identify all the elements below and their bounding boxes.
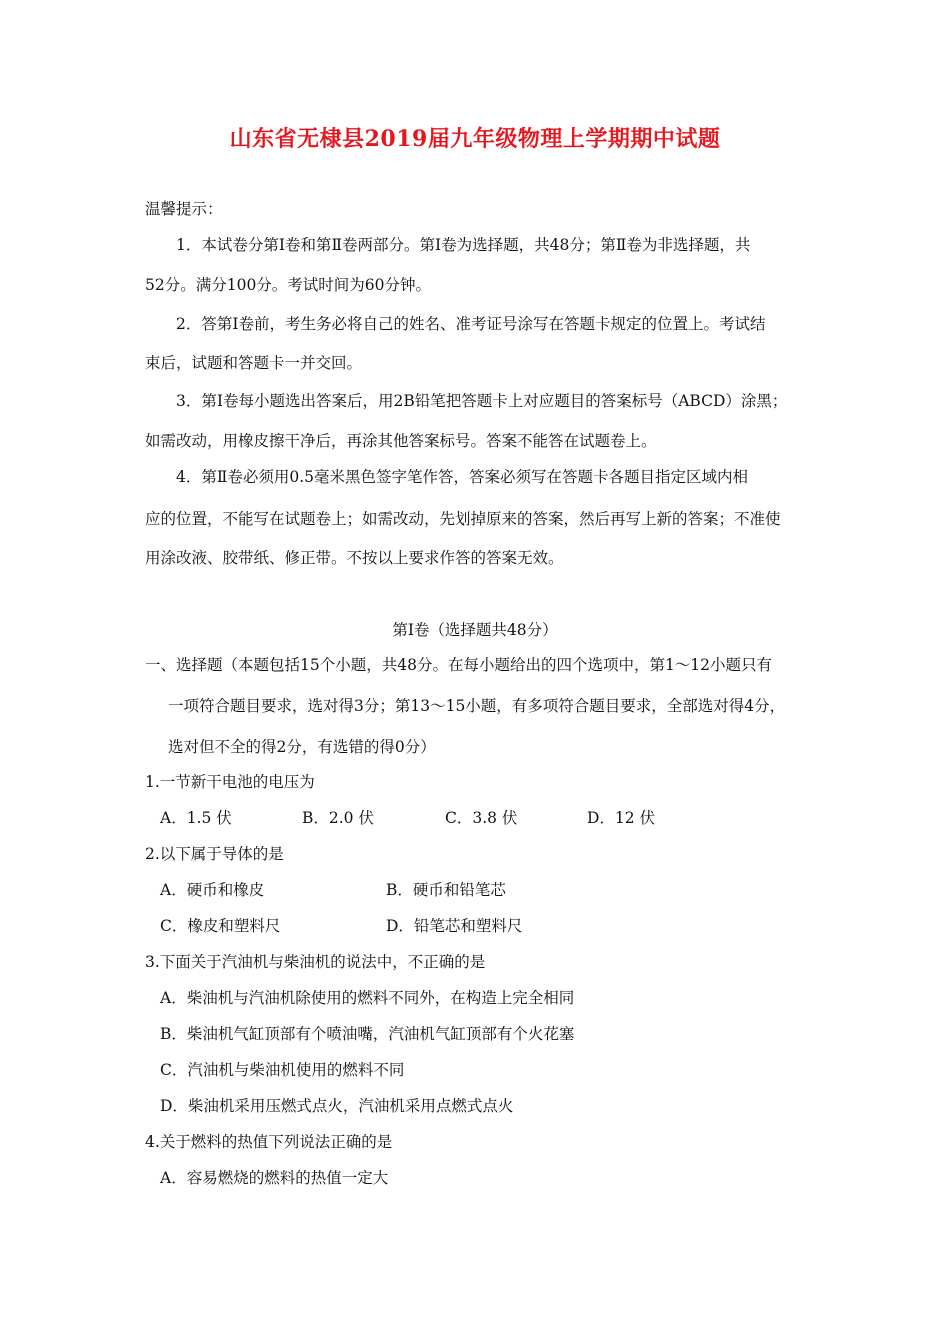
tip-line: 2．答第Ⅰ卷前，考生务必将自己的姓名、准考证号涂写在答题卡规定的位置上。考试结 <box>176 315 766 333</box>
option-c: C．橡皮和塑料尺 <box>160 917 281 935</box>
tip-line: 1．本试卷分第Ⅰ卷和第Ⅱ卷两部分。第Ⅰ卷为选择题，共48分；第Ⅱ卷为非选择题，共 <box>176 236 751 254</box>
question-stem: 4.关于燃料的热值下列说法正确的是 <box>145 1133 393 1151</box>
option-a: A．硬币和橡皮 <box>160 881 265 899</box>
part-instruction: 选对但不全的得2分，有选错的得0分） <box>168 738 436 756</box>
option-a: A．容易燃烧的燃料的热值一定大 <box>160 1169 389 1187</box>
option-b: B．柴油机气缸顶部有个喷油嘴，汽油机气缸顶部有个火花塞 <box>160 1025 575 1043</box>
option-a: A．1.5 伏 <box>160 809 232 827</box>
option-d: D．12 伏 <box>587 809 656 827</box>
tip-line: 束后，试题和答题卡一并交回。 <box>145 354 363 372</box>
part-instruction: 一项符合题目要求，选对得3分；第13～15小题，有多项符合题目要求，全部选对得4分， <box>168 697 786 715</box>
option-c: C．汽油机与柴油机使用的燃料不同 <box>160 1061 405 1079</box>
section-title: 第Ⅰ卷（选择题共48分） <box>392 621 558 639</box>
tip-heading: 温馨提示： <box>145 200 223 218</box>
question-stem: 1.一节新干电池的电压为 <box>145 773 315 791</box>
question-stem: 2.以下属于导体的是 <box>145 845 284 863</box>
tip-line: 52分。满分100分。考试时间为60分钟。 <box>145 276 432 294</box>
part-instruction: 一、选择题（本题包括15个小题，共48分。在每小题给出的四个选项中，第1～12小题只有 <box>145 656 773 674</box>
tip-line: 应的位置，不能写在试题卷上；如需改动，先划掉原来的答案，然后再写上新的答案；不准使 <box>145 510 781 528</box>
exam-title: 山东省无棣县2019届九年级物理上学期期中试题 <box>229 126 721 152</box>
tip-line: 3．第Ⅰ卷每小题选出答案后，用2B铅笔把答题卡上对应题目的答案标号（ABCD）涂黑； <box>176 392 788 410</box>
option-d: D．柴油机采用压燃式点火，汽油机采用点燃式点火 <box>160 1097 514 1115</box>
question-stem: 3.下面关于汽油机与柴油机的说法中，不正确的是 <box>145 953 486 971</box>
option-d: D．铅笔芯和塑料尺 <box>386 917 523 935</box>
option-b: B．2.0 伏 <box>302 809 374 827</box>
option-a: A．柴油机与汽油机除使用的燃料不同外，在构造上完全相同 <box>160 989 575 1007</box>
tip-line: 4．第Ⅱ卷必须用0.5毫米黑色签字笔作答，答案必须写在答题卡各题目指定区域内相 <box>176 468 749 486</box>
option-c: C．3.8 伏 <box>445 809 518 827</box>
option-b: B．硬币和铅笔芯 <box>386 881 506 899</box>
tip-line: 如需改动，用橡皮擦干净后，再涂其他答案标号。答案不能答在试题卷上。 <box>145 432 657 450</box>
tip-line: 用涂改液、胶带纸、修正带。不按以上要求作答的答案无效。 <box>145 549 564 567</box>
